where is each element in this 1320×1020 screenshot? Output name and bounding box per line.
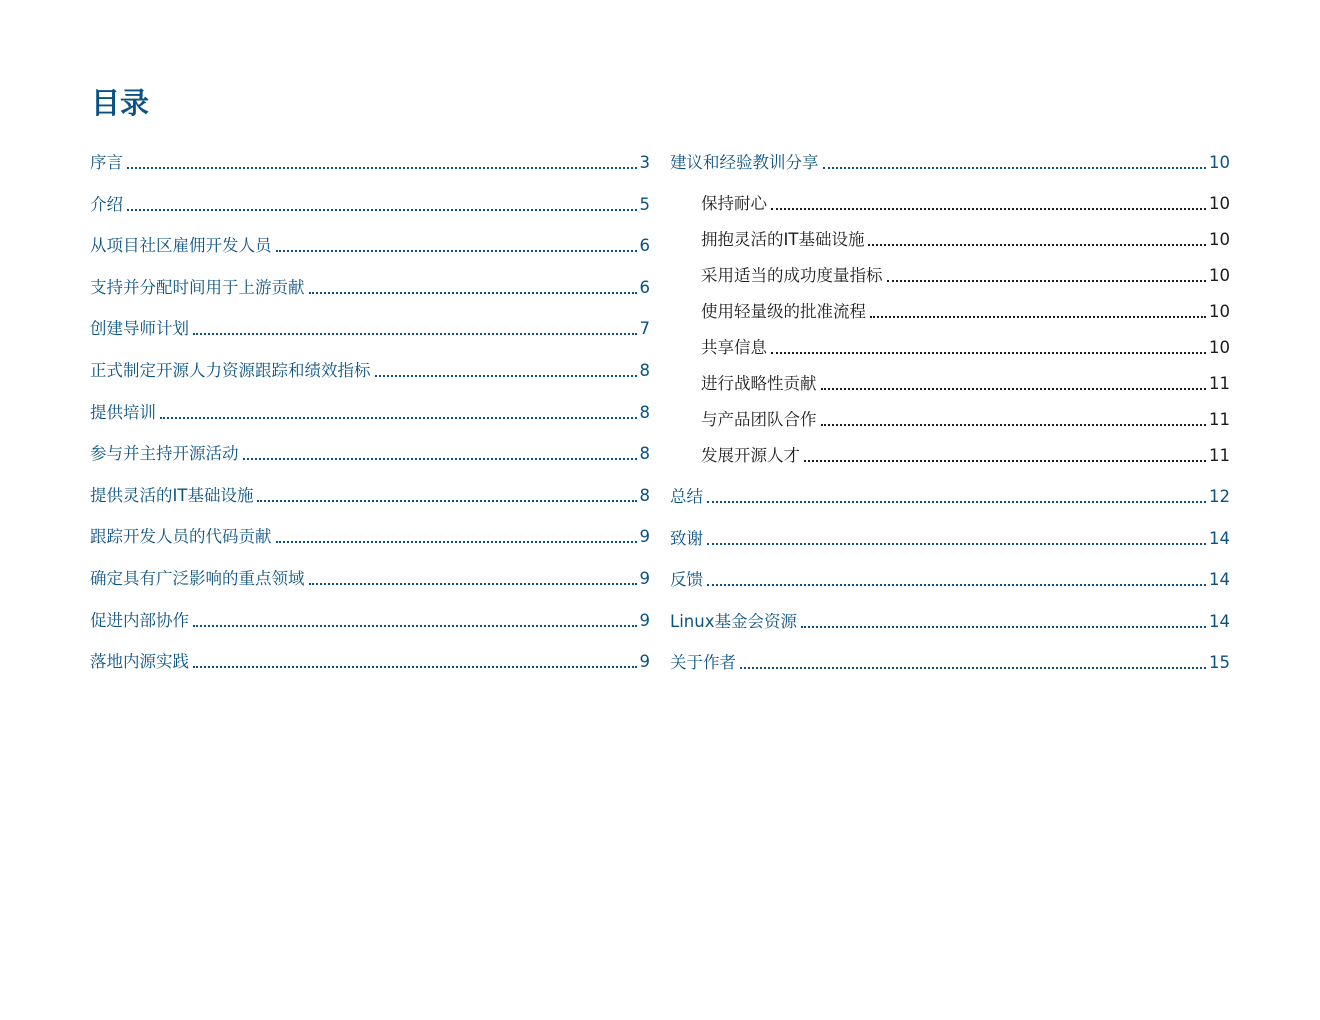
toc-entry-hr-metrics[interactable] bbox=[90, 342, 650, 384]
toc-entry-page: 8 bbox=[639, 360, 650, 380]
toc-entry-acknowledgements[interactable] bbox=[670, 510, 1230, 551]
toc-entry-page: 6 bbox=[639, 277, 650, 297]
dot-leader bbox=[127, 167, 637, 169]
toc-entry-page: 3 bbox=[639, 153, 650, 172]
dot-leader bbox=[193, 666, 637, 668]
toc-entry-label: Linux基金会资源 bbox=[670, 611, 797, 631]
dot-leader bbox=[160, 417, 637, 419]
toc-entry-label: 确定具有广泛影响的重点领域 bbox=[90, 568, 305, 588]
toc-subentry-talent[interactable] bbox=[670, 433, 1230, 469]
dot-leader bbox=[868, 244, 1206, 246]
dot-leader bbox=[309, 583, 637, 585]
toc-entry-page: 11 bbox=[1209, 410, 1230, 429]
toc-entry-feedback[interactable] bbox=[670, 552, 1230, 593]
toc-entry-label: 拥抱灵活的IT基础设施 bbox=[701, 230, 865, 249]
dot-leader bbox=[887, 280, 1207, 282]
toc-entry-label: 支持并分配时间用于上游贡献 bbox=[90, 277, 305, 297]
dot-leader bbox=[771, 208, 1206, 210]
toc-entry-page: 7 bbox=[639, 319, 650, 339]
dot-leader bbox=[707, 501, 1206, 503]
toc-entry-page: 15 bbox=[1209, 652, 1230, 672]
toc-entry-page: 11 bbox=[1209, 446, 1230, 465]
toc-entry-page: 14 bbox=[1209, 528, 1230, 548]
toc-entry-page: 6 bbox=[639, 236, 650, 256]
toc-entry-label: 总结 bbox=[670, 487, 703, 507]
dot-leader bbox=[309, 292, 637, 294]
toc-subentry-product-teams[interactable] bbox=[670, 397, 1230, 433]
toc-entry-label: 采用适当的成功度量指标 bbox=[701, 266, 883, 285]
dot-leader bbox=[804, 460, 1206, 462]
dot-leader bbox=[193, 625, 637, 627]
toc-entry-page: 10 bbox=[1209, 230, 1230, 249]
dot-leader bbox=[870, 316, 1206, 318]
toc-entry-page: 9 bbox=[639, 652, 650, 672]
dot-leader bbox=[193, 333, 637, 335]
toc-entry-label: 保持耐心 bbox=[701, 194, 767, 213]
toc-entry-mentorship[interactable] bbox=[90, 301, 650, 343]
toc-entry-label: 反馈 bbox=[670, 570, 703, 590]
toc-entry-focus-areas[interactable] bbox=[90, 550, 650, 592]
toc-entry-label: 落地内源实践 bbox=[90, 652, 189, 672]
toc-entry-training[interactable] bbox=[90, 384, 650, 426]
dot-leader bbox=[821, 388, 1207, 390]
toc-entry-page: 9 bbox=[639, 568, 650, 588]
toc-entry-label: 提供培训 bbox=[90, 402, 156, 422]
toc-entry-page: 10 bbox=[1209, 266, 1230, 285]
dot-leader bbox=[823, 167, 1207, 169]
toc-entry-label: 使用轻量级的批准流程 bbox=[701, 302, 866, 321]
toc-entry-label: 介绍 bbox=[90, 194, 123, 214]
toc-entry-label: 从项目社区雇佣开发人员 bbox=[90, 236, 272, 256]
toc-entry-page: 10 bbox=[1209, 302, 1230, 321]
toc-entry-page: 8 bbox=[639, 485, 650, 505]
toc-entry-label: 建议和经验教训分享 bbox=[670, 153, 819, 172]
toc-entry-upstream-time[interactable] bbox=[90, 259, 650, 301]
toc-entry-label: 序言 bbox=[90, 153, 123, 172]
dot-leader bbox=[740, 667, 1206, 669]
toc-entry-label: 提供灵活的IT基础设施 bbox=[90, 485, 254, 505]
toc-entry-label: 发展开源人才 bbox=[701, 446, 800, 465]
dot-leader bbox=[276, 250, 637, 252]
page-title: 目录 bbox=[91, 86, 150, 120]
dot-leader bbox=[707, 543, 1206, 545]
toc-entry-hire-developers[interactable] bbox=[90, 218, 650, 260]
dot-leader bbox=[821, 424, 1207, 426]
dot-leader bbox=[243, 458, 637, 460]
toc-entry-label: 与产品团队合作 bbox=[701, 410, 817, 429]
toc-right-column bbox=[670, 145, 1230, 676]
toc-entry-events[interactable] bbox=[90, 426, 650, 468]
toc-entry-page: 9 bbox=[639, 610, 650, 630]
toc-entry-label: 致谢 bbox=[670, 528, 703, 548]
toc-subentry-patience[interactable] bbox=[670, 176, 1230, 217]
toc-subentry-success-metrics[interactable] bbox=[670, 253, 1230, 289]
toc-entry-page: 10 bbox=[1209, 338, 1230, 357]
toc-subentry-approval-process[interactable] bbox=[670, 289, 1230, 325]
toc-entry-internal-collaboration[interactable] bbox=[90, 592, 650, 634]
dot-leader bbox=[375, 375, 637, 377]
toc-entry-label: 跟踪开发人员的代码贡献 bbox=[90, 527, 272, 547]
toc-entry-page: 12 bbox=[1209, 487, 1230, 507]
toc-entry-page: 14 bbox=[1209, 570, 1230, 590]
toc-entry-preface[interactable] bbox=[90, 145, 650, 176]
dot-leader bbox=[771, 352, 1206, 354]
toc-entry-lf-resources[interactable] bbox=[670, 593, 1230, 634]
toc-entry-label: 共享信息 bbox=[701, 338, 767, 357]
dot-leader bbox=[127, 209, 637, 211]
dot-leader bbox=[257, 500, 636, 502]
toc-entry-track-contributions[interactable] bbox=[90, 509, 650, 551]
toc-entry-page: 11 bbox=[1209, 374, 1230, 393]
toc-subentry-strategic-contributions[interactable] bbox=[670, 361, 1230, 397]
toc-entry-page: 8 bbox=[639, 402, 650, 422]
toc-entry-recommendations[interactable] bbox=[670, 145, 1230, 176]
dot-leader bbox=[276, 541, 637, 543]
toc-entry-it-infrastructure[interactable] bbox=[90, 467, 650, 509]
toc-entry-page: 8 bbox=[639, 444, 650, 464]
toc-entry-label: 创建导师计划 bbox=[90, 319, 189, 339]
toc-left-column bbox=[90, 145, 650, 675]
toc-subentry-flexible-it[interactable] bbox=[670, 217, 1230, 253]
toc-entry-about-authors[interactable] bbox=[670, 635, 1230, 676]
toc-entry-label: 促进内部协作 bbox=[90, 610, 189, 630]
toc-subentry-share-info[interactable] bbox=[670, 325, 1230, 361]
toc-entry-label: 关于作者 bbox=[670, 652, 736, 672]
toc-entry-page: 10 bbox=[1209, 194, 1230, 213]
dot-leader bbox=[707, 584, 1206, 586]
toc-entry-page: 10 bbox=[1209, 153, 1230, 172]
toc-entry-innersource[interactable] bbox=[90, 634, 650, 676]
toc-entry-label: 参与并主持开源活动 bbox=[90, 444, 239, 464]
toc-entry-summary[interactable] bbox=[670, 469, 1230, 510]
toc-entry-label: 进行战略性贡献 bbox=[701, 374, 817, 393]
toc-entry-page: 14 bbox=[1209, 611, 1230, 631]
toc-entry-page: 9 bbox=[639, 527, 650, 547]
dot-leader bbox=[801, 626, 1206, 628]
toc-entry-page: 5 bbox=[639, 194, 650, 214]
toc-entry-introduction[interactable] bbox=[90, 176, 650, 218]
toc-entry-label: 正式制定开源人力资源跟踪和绩效指标 bbox=[90, 360, 371, 380]
